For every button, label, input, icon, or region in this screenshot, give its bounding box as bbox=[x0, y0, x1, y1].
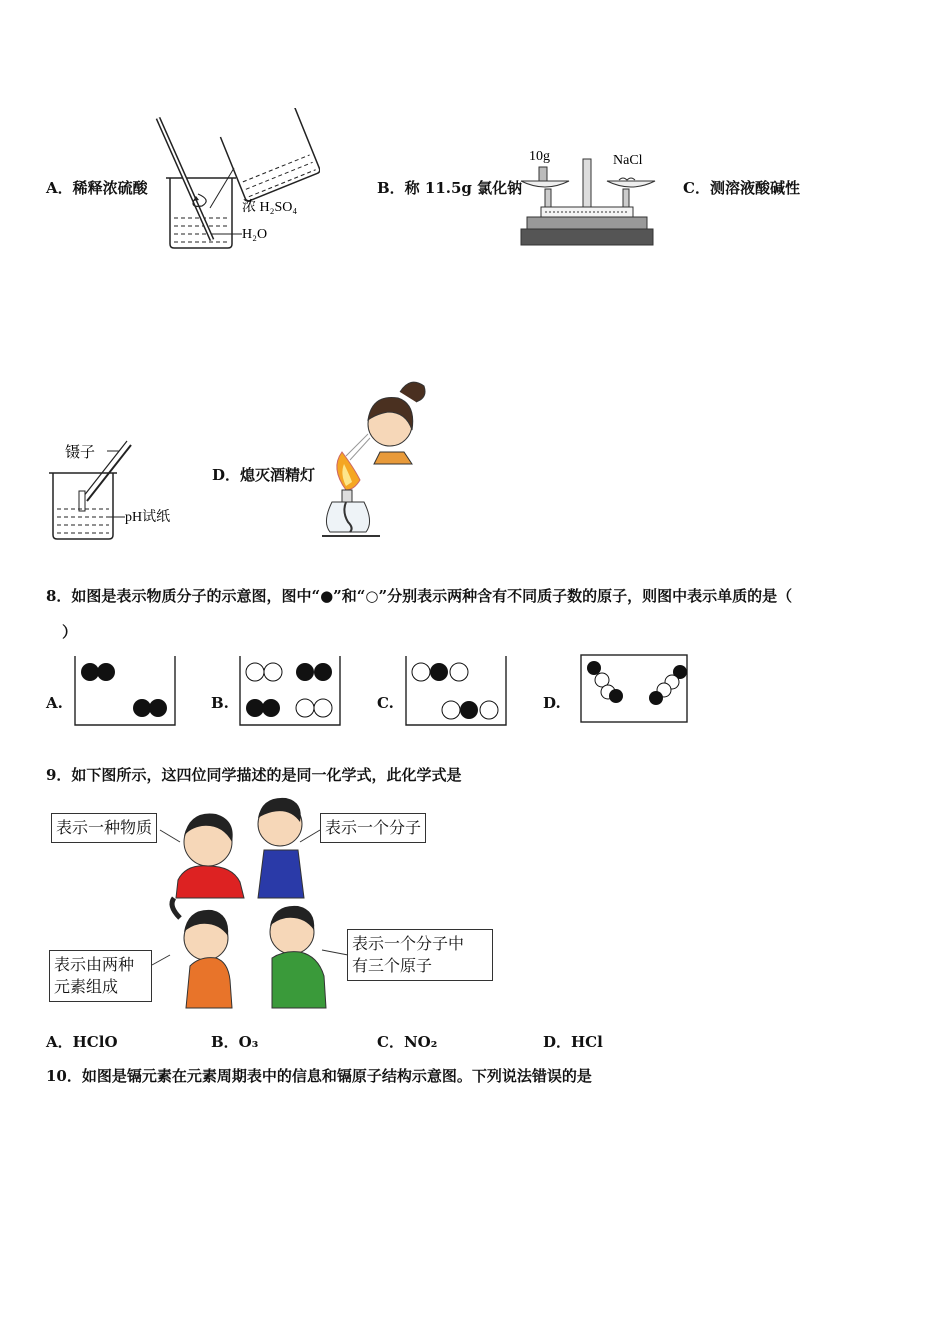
q8-option-a-figure bbox=[74, 656, 176, 726]
water-label: H₂O bbox=[242, 227, 268, 242]
q7-option-d-label: D．熄灭酒精灯 bbox=[212, 466, 316, 484]
q9-stem: 9．如下图所示，这四位同学描述的是同一化学式，此化学式是 bbox=[46, 766, 462, 784]
speech-bubble-3-line2: 元素组成 bbox=[54, 977, 119, 996]
speech-bubble-4 bbox=[347, 929, 493, 981]
q8-option-c-label: C. bbox=[377, 694, 394, 712]
tweezers-label: 镊子 bbox=[65, 445, 96, 461]
q8-option-b-label: B. bbox=[211, 694, 229, 712]
speech-bubble-3-line1: 表示由两种 bbox=[54, 955, 135, 974]
q8-stem-line1: 8．如图是表示物质分子的示意图，图中“●”和“○”分别表示两种含有不同质子数的原子，则图中表示单质的是（ bbox=[46, 587, 793, 605]
q7-option-a-label: A．稀释浓硫酸 bbox=[46, 179, 148, 197]
q9-option-b: B．O₃ bbox=[211, 1033, 259, 1051]
dilute-acid-figure bbox=[150, 108, 320, 253]
q9-option-a: A．HClO bbox=[46, 1033, 118, 1051]
q8-option-b-figure bbox=[239, 656, 341, 726]
q10-stem: 10．如图是镉元素在元素周期表中的信息和镉原子结构示意图。下列说法错误的是 bbox=[46, 1067, 592, 1085]
speech-bubble-4-line2: 有三个原子 bbox=[352, 956, 433, 975]
speech-bubble-2: 表示一个分子 bbox=[320, 813, 426, 843]
students-illustration bbox=[140, 790, 350, 1015]
ph-paper-label: pH试纸 bbox=[125, 510, 171, 525]
q8-stem-line2: ） bbox=[62, 623, 78, 641]
ph-test-figure bbox=[45, 437, 185, 543]
weight-label: 10g bbox=[529, 149, 550, 164]
salt-label: NaCl bbox=[613, 153, 643, 168]
q7-option-b-label: B．称 11.5g 氯化钠 bbox=[377, 179, 523, 197]
balance-scale-figure bbox=[515, 145, 660, 247]
speech-bubble-1: 表示一种物质 bbox=[51, 813, 157, 843]
extinguish-lamp-figure bbox=[320, 372, 435, 542]
q9-option-c: C．NO₂ bbox=[377, 1033, 438, 1051]
acid-label: 浓 H₂SO₄ bbox=[242, 200, 298, 215]
q9-option-d: D．HCl bbox=[543, 1033, 603, 1051]
q7-option-c-label: C．测溶液酸碱性 bbox=[683, 179, 800, 197]
q8-option-d-label: D. bbox=[543, 694, 561, 712]
speech-bubble-4-line1: 表示一个分子中 bbox=[352, 934, 465, 953]
speech-bubble-3 bbox=[49, 950, 152, 1002]
q8-option-d-figure bbox=[580, 654, 690, 724]
q8-option-a-label: A. bbox=[46, 694, 63, 712]
q8-option-c-figure bbox=[405, 656, 507, 726]
